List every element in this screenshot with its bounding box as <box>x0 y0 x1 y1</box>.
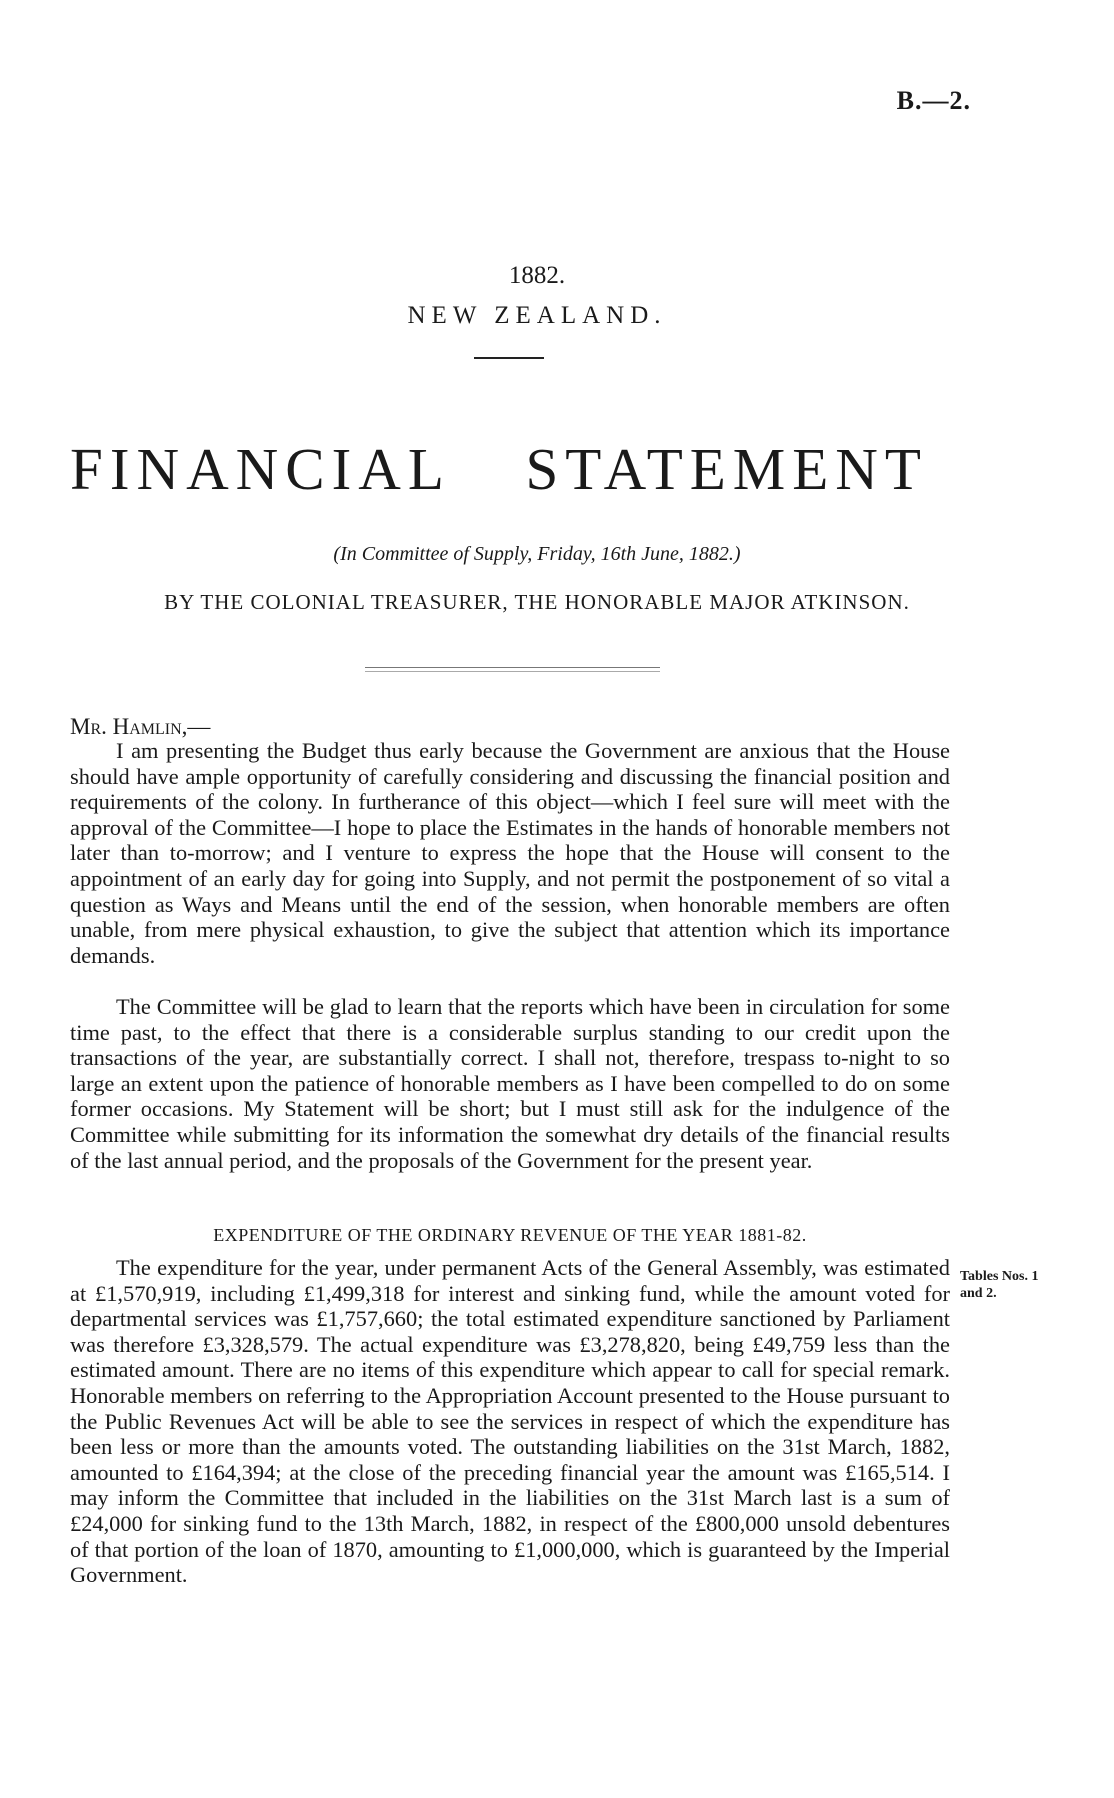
section-divider-second <box>365 671 660 672</box>
salutation: Mr. Hamlin,— <box>70 714 211 739</box>
title-divider <box>474 357 544 359</box>
paragraph-intro: I am presenting the Budget thus early because the Government are anxious that the House should have ample opportunity of carefully considering and discussing the financial position and requirements of the colony. In furtherance of this object—which I feel sure will meet with the approval of the Committee—I hope to place the Estimates in the hands of honorable members not later than to-morrow; and I venture to express the hope that the House will consent to the appointment of an early day for going into Supply, and not permit the postponement of so vital a question as Ways and Means until the end of the session, when honorable members are often unable, from mere physical exhaustion, to give the subject that attention which its importance demands. <box>70 738 950 968</box>
paragraph-expenditure: The expenditure for the year, under permanent Acts of the General Assembly, was estimated at £1,570,919, including £1,499,318 for interest and sinking fund, while the amount voted for departmental services was £1,757,660; the total estimated expenditure sanctioned by Parliament was therefore £3,328,579. The actual expenditure was £3,278,820, being £49,759 less than the estimated amount. There are no items of this expenditure which appear to call for special remark. Honorable members on referring to the Appropriation Account presented to the House pursuant to the Public Revenues Act will be able to see the services in respect of which the expenditure has been less or more than the amounts voted. The outstanding liabilities on the 31st March, 1882, amounted to £164,394; at the close of the preceding financial year the amount was £165,514. I may inform the Committee that included in the liabilities on the 31st March last is a sum of £24,000 for sinking fund to the 13th March, 1882, in respect of the £800,000 unsold debentures of that portion of the loan of 1870, amounting to £1,000,000, which is guaranteed by the Imperial Government. <box>70 1255 950 1588</box>
document-year: 1882. <box>508 262 566 289</box>
margin-note: Tables Nos. 1 and 2. <box>960 1269 1039 1301</box>
occasion-line: (In Committee of Supply, Friday, 16th June, 1882.) <box>333 543 741 565</box>
document-country: NEW ZEALAND. <box>407 302 667 329</box>
section-heading: EXPENDITURE OF THE ORDINARY REVENUE OF THE YEAR 1881-82. <box>213 1225 807 1245</box>
document-title: FINANCIAL STATEMENT <box>70 436 928 502</box>
paper-reference: B.—2. <box>896 86 971 115</box>
paragraph-surplus: The Committee will be glad to learn that the reports which have been in circulation for some time past, to the effect that there is a considerable surplus standing to our credit upon the transactions of the year, are substantially correct. I shall not, therefore, trespass to-night to so large an extent upon the patience of honorable members as I have been compelled to do on some former occasions. My Statement will be short; but I must still ask for the indulgence of the Committee while submitting for its information the somewhat dry details of the financial results of the last annual period, and the proposals of the Government for the present year. <box>70 994 950 1173</box>
byline: BY THE COLONIAL TREASURER, THE HONORABLE MAJOR ATKINSON. <box>164 590 910 614</box>
section-divider <box>365 667 660 668</box>
